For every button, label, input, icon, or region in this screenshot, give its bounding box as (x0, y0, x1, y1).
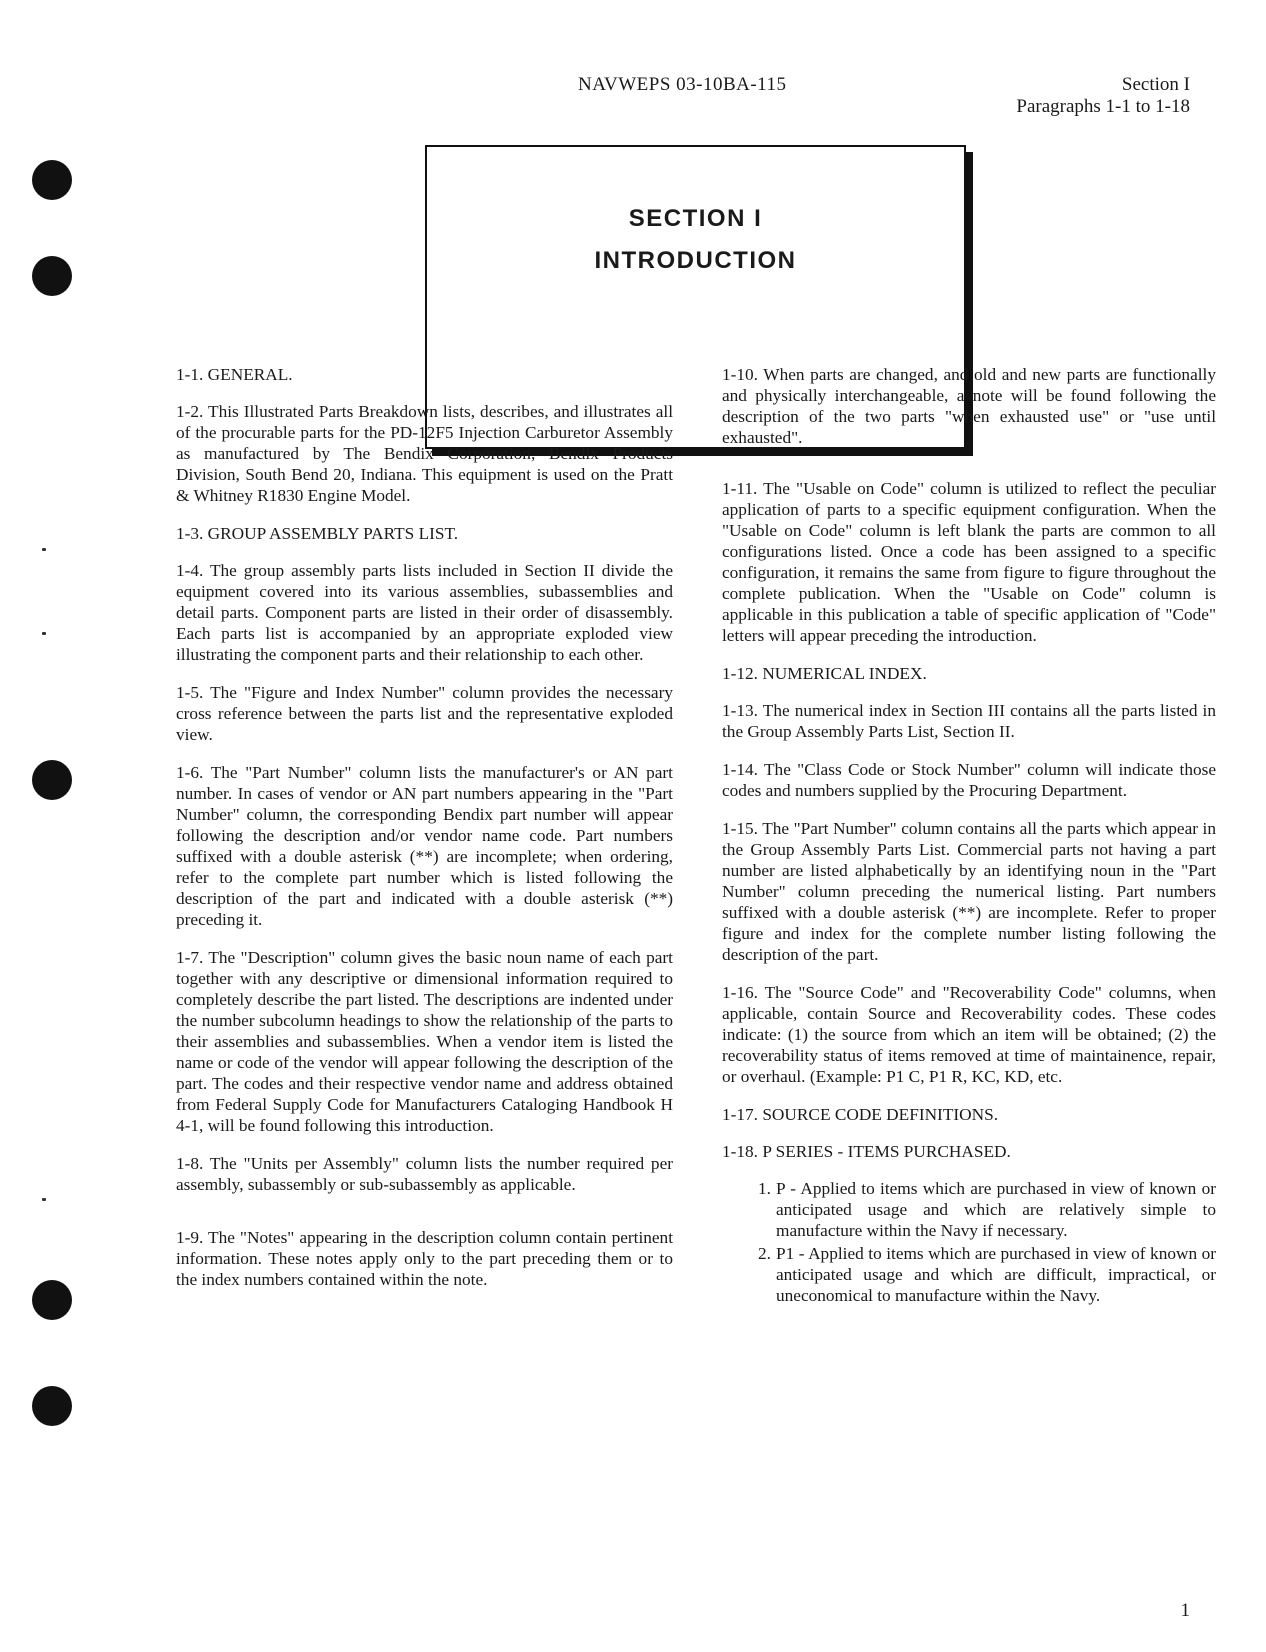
paragraph: 1-16. The "Source Code" and "Recoverability Code" columns, when applicable, contain Source and Recoverability codes. These codes indicate: (1) the source from which an item will be obtained; (2) the recoverability status of items removed at time of maintainence, repair, or overhaul. (Example: P1 C, P1 R, KC, KD, etc. (722, 983, 1216, 1086)
binder-hole-icon (32, 1280, 72, 1320)
paragraph-heading: 1-12. NUMERICAL INDEX. (722, 664, 927, 683)
paragraph: 1-14. The "Class Code or Stock Number" column will indicate those codes and numbers supplied by the Procuring Department. (722, 760, 1216, 800)
header-section: Section I (1121, 74, 1190, 95)
paragraph-heading: 1-3. GROUP ASSEMBLY PARTS LIST. (176, 524, 459, 543)
list-item (722, 1243, 1216, 1306)
paragraph-heading: 1-17. SOURCE CODE DEFINITIONS. (722, 1105, 999, 1124)
paragraph: 1-4. The group assembly parts lists included in Section II divide the equipment covered into its various assemblies, subassemblies and detail parts. Component parts are listed in their order of disassembly. Each parts list is accompanied by an appropriate exploded view illustrating the component parts and their relationship to each other. (176, 561, 673, 664)
list-item-text: P1 - Applied to items which are purchased in view of known or anticipated usage and which are difficult, impractical, or uneconomical to manufacture within the Navy. (776, 1244, 1216, 1305)
header-section-info (1016, 74, 1190, 118)
paragraph: 1-5. The "Figure and Index Number" column provides the necessary cross reference between the parts list and the representative exploded view. (176, 683, 673, 744)
paragraph: 1-13. The numerical index in Section III contains all the parts listed in the Group Assembly Parts List, Section II. (722, 701, 1216, 741)
paragraph: 1-7. The "Description" column gives the basic noun name of each part together with any descriptive or dimensional information required to completely describe the part listed. The descriptions are indented under the number subcolumn headings to show the relationship of the parts to their assemblies and subassemblies. When a vendor item is listed the name or code of the vendor will appear following the description of the part. The codes and their respective vendor name and address obtained from Federal Supply Code for Manufacturers Cataloging Handbook H 4-1, will be found following this introduction. (176, 948, 673, 1135)
paragraph: 1-2. This Illustrated Parts Breakdown lists, describes, and illustrates all of the procurable parts for the PD-12F5 Injection Carburetor Assembly as manufactured by The Bendix Corporation, Bendix Products Division, South Bend 20, Indiana. This equipment is used on the Pratt & Whitney R1830 Engine Model. (176, 402, 673, 505)
header-paragraphs: Paragraphs 1-1 to 1-18 (1016, 96, 1190, 117)
paragraph: 1-6. The "Part Number" column lists the manufacturer's or AN part number. In cases of vendor or AN part numbers appearing in the "Part Number" column, the corresponding Bendix part number will appear following the description and/or vendor name code. Part numbers suffixed with a double asterisk (**) are incomplete; when ordering, refer to the complete part number which is listed following the description of the part and indicated with a double asterisk (**) preceding it. (176, 763, 673, 929)
source-code-list (722, 1178, 1216, 1306)
paragraph: 1-11. The "Usable on Code" column is utilized to reflect the peculiar application of parts to a specific equipment configuration. When the "Usable on Code" column is left blank the parts are common to all configurations listed. Once a code has been assigned to a specific configuration, it remains the same from figure to figure throughout the complete publication. When the "Usable on Code" column is applicable in this publication a table of specific application of "Code" letters will appear preceding the introduction. (722, 479, 1216, 645)
binder-hole-icon (32, 1386, 72, 1426)
left-column (176, 364, 673, 1307)
binder-hole-icon (32, 256, 72, 296)
binder-hole-icon (32, 760, 72, 800)
paragraph: 1-8. The "Units per Assembly" column lists the number required per assembly, subassembly or sub-subassembly as applicable. (176, 1154, 673, 1194)
paragraph: 1-15. The "Part Number" column contains all the parts which appear in the Group Assembly Parts List. Commercial parts not having a part number are listed alphabetically by an identifying noun in the "Part Number" column preceding the numerical listing. Part numbers suffixed with a double asterisk (**) are incomplete. Refer to proper figure and index for the complete number listing following the description of the part. (722, 819, 1216, 964)
right-column (722, 364, 1216, 1308)
page-number: 1 (1180, 1600, 1190, 1621)
scan-speck (42, 632, 46, 635)
paragraph: 1-9. The "Notes" appearing in the description column contain pertinent information. These notes apply only to the part preceding them or to the index numbers contained within the note. (176, 1228, 673, 1289)
scan-speck (42, 548, 46, 551)
list-item-text: P - Applied to items which are purchased in view of known or anticipated usage and which are relatively simple to manufacture within the Navy if necessary. (776, 1179, 1216, 1240)
header-doc-number: NAVWEPS 03-10BA-115 (578, 74, 787, 95)
list-item-number: 2. (758, 1244, 771, 1263)
paragraph-heading: 1-18. P SERIES - ITEMS PURCHASED. (722, 1142, 1011, 1161)
section-subtitle: INTRODUCTION (594, 247, 797, 274)
section-title: SECTION I (628, 205, 763, 232)
list-item-number: 1. (758, 1179, 771, 1198)
scan-speck (42, 1198, 46, 1201)
paragraph: 1-10. When parts are changed, and old and new parts are functionally and physically interchangeable, a note will be found following the description of the two parts "when exhausted use" or "use until exhausted". (722, 365, 1216, 447)
list-item (722, 1178, 1216, 1241)
paragraph-heading: 1-1. GENERAL. (176, 365, 293, 384)
binder-hole-icon (32, 160, 72, 200)
